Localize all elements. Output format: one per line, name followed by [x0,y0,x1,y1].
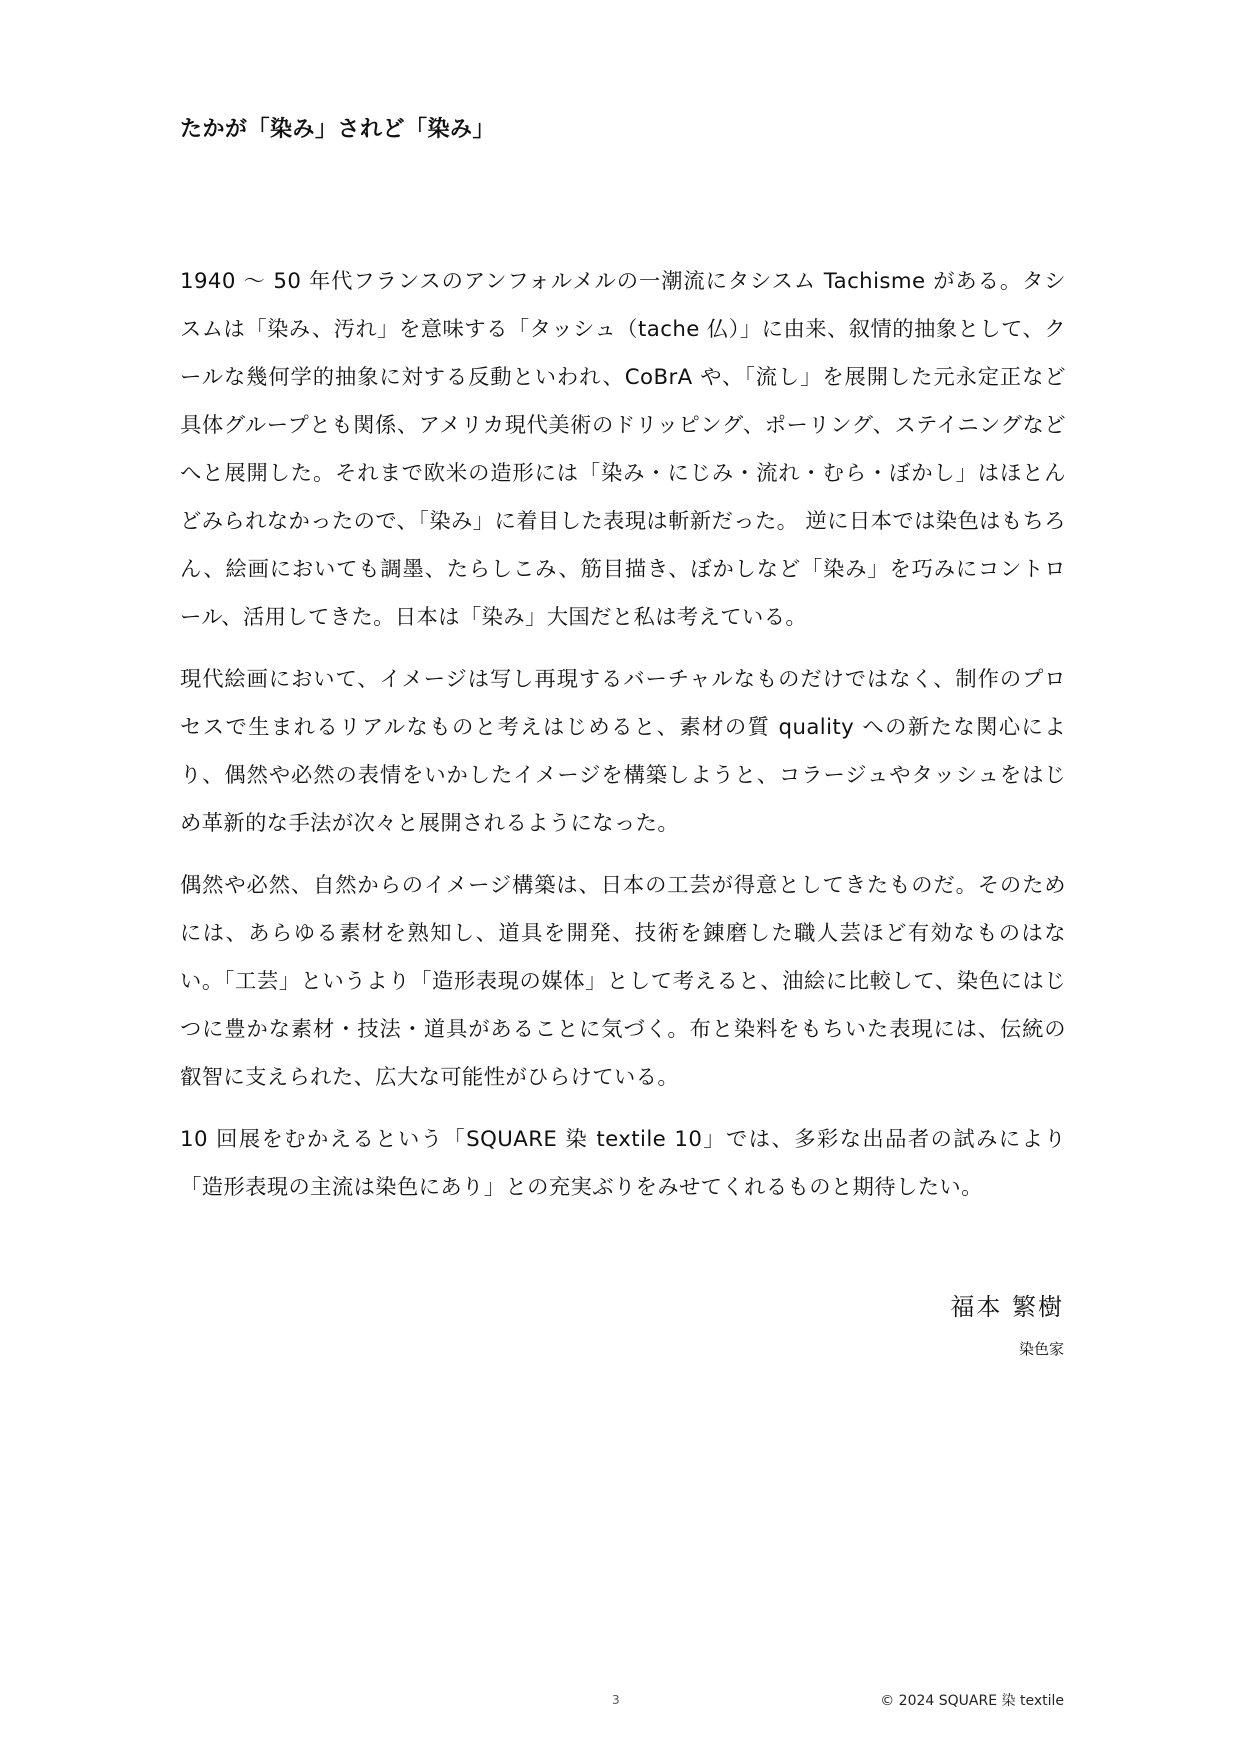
author-signature [950,1290,1064,1360]
author-role: 染色家 [1018,1340,1064,1358]
document-title: たかが「染み」されど「染み」 [180,117,496,142]
paragraph-1: 1940 〜 50 年代フランスのアンフォルメルの一潮流にタシスム Tachisme がある。タシスムは「染み、汚れ」を意味する「タッシュ（tache 仏）」に由来、叙情的抽象として、クールな幾何学的抽象に対する反動といわれ、CoBrA や、「流し」を展開した元永定正など具体グループとも関係、アメリカ現代美術のドリッピング、ポーリング、ステイニングなどへと展開した。それまで欧米の造形には「染み・にじみ・流れ・むら・ぼかし」はほとんどみられなかったので、「染み」に着目した表現は斬新だった。 逆に日本では染色はもちろん、絵画においても調墨、たらしこみ、筋目描き、ぼかしなど「染み」を巧みにコントロール、活用してきた。日本は「染み」大国だと私は考えている。 [180,269,1066,630]
paragraph-3: 偶然や必然、自然からのイメージ構築は、日本の工芸が得意としてきたものだ。そのためには、あらゆる素材を熟知し、道具を開発、技術を錬磨した職人芸ほど有効なものはない。「工芸」というより「造形表現の媒体」として考えると、油絵に比較して、染色にはじつに豊かな素材・技法・道具があることに気づく。布と染料をもちいた表現には、伝統の叡智に支えられた、広大な可能性がひらけている。 [180,873,1066,1090]
author-name: 福本 繁樹 [950,1293,1064,1321]
essay-body [180,258,1066,1226]
copyright-notice: © 2024 SQUARE 染 textile [880,1693,1064,1709]
page-number: 3 [612,1693,620,1707]
paragraph-4: 10 回展をむかえるという「SQUARE 染 textile 10」では、多彩な出品者の試みにより「造形表現の主流は染色にあり」との充実ぶりをみせてくれるものと期待したい。 [180,1127,1066,1200]
paragraph-2: 現代絵画において、イメージは写し再現するバーチャルなものだけではなく、制作のプロセスで生まれるリアルなものと考えはじめると、素材の質 quality への新たな関心により、偶然や必然の表情をいかしたイメージを構築しようと、コラージュやタッシュをはじめ革新的な手法が次々と展開されるようになった。 [180,667,1066,836]
